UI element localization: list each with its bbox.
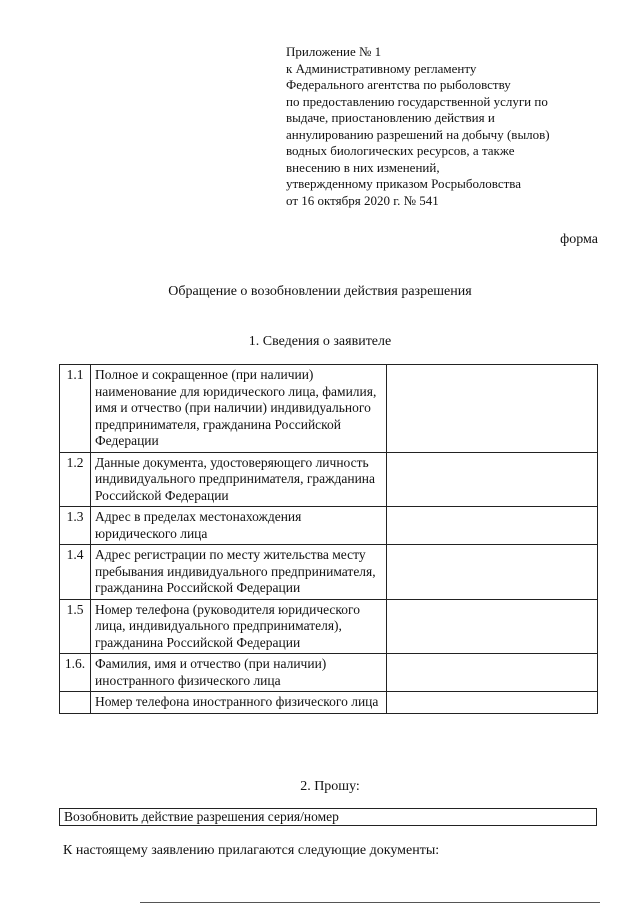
- annex-line: выдаче, приостановлению действия и: [286, 110, 495, 125]
- annex-line: аннулированию разрешений на добычу (вылов): [286, 126, 550, 142]
- row-number: 1.3: [60, 507, 91, 545]
- row-label: Адрес в пределах местонахождения юридического лица: [91, 507, 387, 545]
- row-number: 1.4: [60, 545, 91, 600]
- section2-heading: 2. Прошу:: [300, 779, 360, 794]
- row-number: 1.5: [60, 599, 91, 654]
- table-row: [60, 452, 598, 507]
- attachments-line: [140, 902, 600, 903]
- annex-line: к Административному регламенту: [286, 60, 477, 76]
- row-value-field[interactable]: [387, 599, 598, 654]
- form-label: форма: [560, 232, 598, 247]
- section1-heading: 1. Сведения о заявителе: [248, 334, 392, 349]
- document-title: Обращение о возобновлении действия разрешения: [168, 284, 472, 299]
- table-row: [60, 365, 598, 453]
- annex-line: водных биологических ресурсов, а также: [286, 143, 515, 158]
- row-value-field[interactable]: [387, 545, 598, 600]
- row-value-field[interactable]: [387, 692, 598, 714]
- row-number: [60, 692, 91, 714]
- row-number: 1.2: [60, 452, 91, 507]
- annex-line: внесению в них изменений,: [286, 159, 440, 175]
- row-label: Фамилия, имя и отчество (при наличии) иностранного физического лица: [91, 654, 387, 692]
- annex-line: утвержденному приказом Росрыболовства: [286, 176, 522, 191]
- annex-line: по предоставлению государственной услуги по: [286, 93, 548, 109]
- row-value-field[interactable]: [387, 365, 598, 453]
- row-label: Адрес регистрации по месту жительства месту пребывания индивидуального предпринимателя, гражданина Российской Федерации: [91, 545, 387, 600]
- annex-header: [286, 44, 586, 209]
- row-label: Полное и сокращенное (при наличии) наименование для юридического лица, фамилия, имя и отчество (при наличии) индивидуального предпринимателя, гражданина Российской Федерации: [91, 365, 387, 453]
- row-label: Данные документа, удостоверяющего личность индивидуального предпринимателя, гражданина Российской Федерации: [91, 452, 387, 507]
- request-text: Возобновить действие разрешения серия/номер: [64, 809, 339, 824]
- table-row: [60, 507, 598, 545]
- table-row: [60, 545, 598, 600]
- table-row: [60, 692, 598, 714]
- request-field[interactable]: [59, 808, 597, 826]
- attachments-intro: К настоящему заявлению прилагаются следующие документы:: [63, 843, 440, 858]
- row-value-field[interactable]: [387, 507, 598, 545]
- annex-line: Федерального агентства по рыболовству: [286, 77, 511, 92]
- row-number: 1.6.: [60, 654, 91, 692]
- applicant-info-table: [59, 364, 598, 714]
- annex-line: от 16 октября 2020 г. № 541: [286, 192, 439, 208]
- row-value-field[interactable]: [387, 452, 598, 507]
- table-row: [60, 654, 598, 692]
- table-row: [60, 599, 598, 654]
- row-number: 1.1: [60, 365, 91, 453]
- row-label: Номер телефона иностранного физического лица: [91, 692, 387, 714]
- row-label: Номер телефона (руководителя юридического лица, индивидуального предпринимателя), гражданина Российской Федерации: [91, 599, 387, 654]
- annex-line: Приложение № 1: [286, 44, 382, 59]
- row-value-field[interactable]: [387, 654, 598, 692]
